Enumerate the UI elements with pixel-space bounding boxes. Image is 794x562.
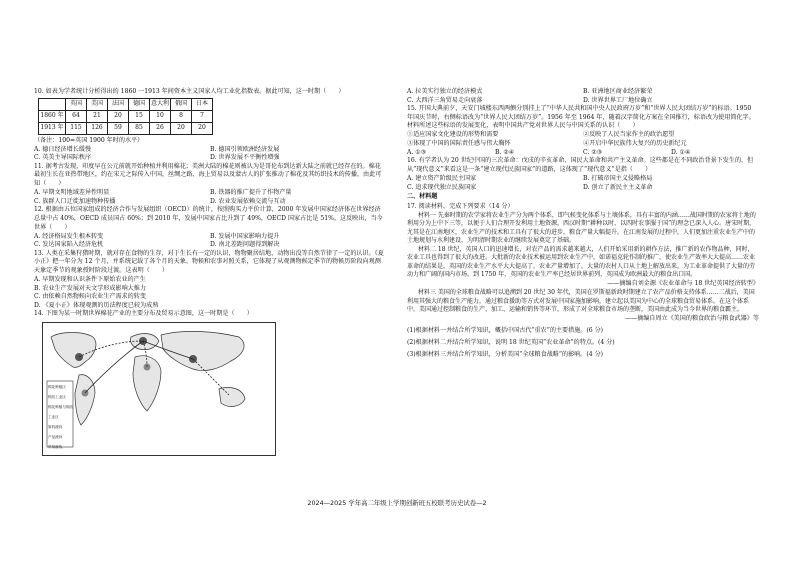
statement-item: ②反映了人民当家作主的政治愿望 — [583, 131, 675, 139]
option-b: B. 打破帝国主义侵略格局 — [583, 174, 653, 182]
legend-item: 贸易航线 — [48, 445, 63, 450]
option-a: A. 早期发现和认识条件下原始农业的产生 — [34, 276, 146, 284]
legend-item: 原料流向 — [48, 425, 63, 430]
q15-options — [407, 149, 759, 158]
option-c: C. 英美主导国际秩序 — [34, 154, 92, 162]
option-d: D. 《夏小正》体现观测的历法程度已较为成熟 — [34, 301, 159, 309]
task-list — [407, 325, 759, 361]
section-title: 二、材料题 — [407, 193, 438, 201]
material-three-source: ——摘编自周立《美国的粮食政治与粮食武器》等 — [624, 314, 759, 322]
q11-options — [34, 189, 386, 206]
material-two: 材料二 18 世纪，英国人口的迅速增长，对农产品的需求越来越大，人们开始采用新的耕作方法，推广新的农作物品种，同时，农业工具也得到了很大的改进。大批新的农业技术被运用到农业生产中，如诺福克轮作制的推广，使农业生产效率大大提高……农业革命的结果是，英国的农业生产水平大大提高了，农业产量增加了，大量的农村人口从土地上解放出来，为工业革命提供了大量的劳动力和广阔的国内市场。到 1750 年，英国的农业生产率已经居世界前列，英国成为欧洲最大的粮食出口国。 — [407, 245, 756, 279]
legend-item: 棉纺工业区 — [48, 395, 66, 400]
legend-item: 产品流向 — [48, 435, 63, 440]
option-c: C. 大西洋三角贸易走向衰落 — [407, 96, 483, 104]
table-row: 1913 年 115 126 59 85 26 20 20 — [39, 122, 213, 134]
q15-stem: 15. 开国大典前夕，天安门城楼东西两侧分别挂上了“中华人民共和国中央人民政府万岁”和“世界人民大团结万岁”的标语。1950 年国庆节时，右侧标语改为“世界人民大团结万岁”。1956 年至 1964 年，随着汉字简化方案在全国推行，标语改为使用简化字。材料所述这些标语的发展变化，表明中国共产党对世界人民与中国关系的认识（ ） — [407, 105, 755, 130]
world-map-graphic — [43, 323, 275, 455]
option-b: B. 农业生产发展对天文学形成影响大推力 — [34, 284, 146, 292]
table-row: 1860 年 64 21 20 15 10 8 7 — [39, 110, 213, 122]
option-c: C. 族群人口迁徙加速物种传播 — [34, 197, 116, 205]
option-c: C. ②③ — [583, 148, 603, 156]
task-item: (3)根据材料三并结合所学知识，分析美国“全球粮食战略”的影响。(4 分) — [407, 350, 604, 358]
legend-item: 棉花种植与棉纺工业区 — [48, 405, 74, 420]
option-a: A. 建立资产阶级民主国家 — [407, 174, 477, 182]
option-c: C. 由依赖自然物候向农业生产需求的转变 — [34, 293, 146, 301]
q13-stem: 13. 人类在采集狩猎时期，就对存在食物的生存，对于生长有一定的认识，物物聚居结地，动物出没等自然节律了一定的认识。《夏小正》把一年分为 12 个月，并系统记载了各个月的天象、物候和农事对照关系，它体现了从观测物候定季节的物候历阶段向观测天象定季节的观象授时阶段过渡。这表明（ ） — [34, 249, 384, 274]
industrialization-table — [38, 98, 213, 135]
q15-items — [407, 131, 759, 148]
statement-item: ①适应国家文化建设的形势和需要 — [407, 131, 499, 139]
option-d: D. ①④ — [671, 148, 691, 156]
option-d: D. 农业发展依赖交流与互动 — [210, 197, 286, 205]
q10-options — [34, 146, 386, 163]
q16-stem: 16. 有学者认为 20 世纪中国的三次革命：戊戌的辛亥革命、国民大革命和共产主义革命。这些都是在不同政治背景下发生的，但从“现代意义”来看这是一条“建立现代民族国家”的道路，这体现了“现代意义”是指（ ） — [407, 157, 754, 173]
material-three: 材料三 美国的全球粮食战略可以追溯到 20 世纪 30 年代，美国在罗斯福新政时期建立了农产品价格支持体系……二战后，美国利用其强大的粮食生产能力，通过粮食援助等方式对发展中国家施加影响，建立起以美国为中心的全球粮食贸易体系。在这个体系中，美国通过控制粮食的生产、加工、运输和销售等环节，形成了对全球粮食市场的垄断，美国由此成为当今世界的粮食霸主。 — [407, 289, 755, 314]
option-a: A. 拉美实行独立的经济模式 — [407, 88, 483, 95]
task-item: (1)根据材料一并结合所学知识，概括中国古代“重农”的主要措施。(6 分) — [407, 326, 604, 334]
cotton-trade-map — [42, 322, 276, 456]
q14-stem: 14. 下图为某一时期世界棉花产业的主要分布及贸易示意图，这一时期是（ ） — [34, 310, 253, 318]
option-d: D. 世界世界工厂地位确立 — [583, 96, 653, 104]
q17-stem: 17. 阅读材料，完成下列要求（14 分） — [407, 202, 514, 210]
statement-item: ③体现了中国的国际责任感与伟大胸怀 — [407, 140, 511, 148]
q10-note: （备注：100=英国 1900 年时的水平） — [34, 136, 144, 144]
option-b: B. 亚洲地区商业经济繁荣 — [583, 88, 653, 95]
option-b: B. 铁器的推广提升了作物产量 — [210, 189, 292, 197]
right-column — [407, 88, 759, 361]
option-d: D. 创立了新民主主义革命 — [583, 183, 653, 191]
option-c: C. 发达国家陷入经济危机 — [34, 241, 104, 249]
q13-options — [34, 276, 386, 310]
table-header-row: 英国 美国 法国 德国 意大利 俄国 日本 — [39, 98, 213, 110]
option-b: B. 发展中国家影响力提升 — [210, 232, 280, 240]
left-column — [34, 88, 386, 456]
q10-stem: 10. 如表为学者统计分析得出的 1860 一1913 年间资本主义国家人均工业化指数表。据此可知，这一时期（ ） — [34, 88, 345, 95]
q16-options — [407, 175, 759, 192]
q12-options — [34, 233, 386, 250]
statement-item: ④开启中华民族伟大复兴的历史新纪元 — [583, 140, 687, 148]
option-a: A. 早期文明地域差异性明显 — [34, 189, 110, 197]
option-c: C. 追求现代独立民族国家 — [407, 183, 477, 191]
option-b: B. 德国引领欧洲经济发展 — [210, 145, 280, 153]
material-two-source: ——摘编自刘金源《农业革命与 18 世纪英国经济转型》 — [607, 279, 759, 287]
legend-item: 棉花种植区 — [48, 385, 66, 390]
option-b: B. ②④ — [495, 148, 515, 156]
option-d: D. 南北差距问题得到解决 — [210, 241, 280, 249]
option-a: A. 德日经济增长缓慢 — [34, 145, 92, 153]
q11-stem: 11. 据考古发现，印度早在公元前就开始种植并利用棉花；美洲大陆的棉花则被认为是哥伦布到达新大陆之前就已经存在的。棉花最初生长在亚热带地区，约在宋元之际传入中国，丝绸之路、海上贸易以及蒙古人的扩张推动了棉花及其纺织技术的传播，由此可知（ ） — [34, 162, 382, 188]
option-a: A. 经济格局发生根本转变 — [34, 232, 104, 240]
page-footer: 2024—2025 学年高二年级上学期创新班五校联考历史试卷—2 — [307, 499, 487, 507]
option-a: A. ①③ — [407, 148, 427, 156]
task-item: (2)根据材料二并结合所学知识，说明 18 世纪英国“农业革命”的特点。(4 分) — [407, 338, 615, 346]
q12-stem: 12. 根据由五位国家组成的经济合作与发展组织（OECD）的统计，按照购买力平价计算，2000 年发展中国家经济体在世界经济总量中占 40%，OECD 成员国占 60%；到 2010 年，发展中国家占比升到了 49%，OECD 国家占比是 51%。这反映出，当今世界（ ） — [34, 206, 383, 231]
material-one: 材料一 先秦时期的农学家将农业生产分为两个体系，即气候变化体系与土壤体系，具有丰富的内涵……战国时期的农家将土地的利用分为上中下三等，以便于人们合理开发利用土地资源，西汉时期“耕种以时，以四时农事服于国”的理念已深入人心。唐宋时期，尤其是在江南地区，农业生产的技术和工具有了很大的进步，粮食产量大幅提升。在江南发展的过程中，人们更加注重农业生产中的土地规划与水利建设，为明清时期农业的继续发展奠定了基础。 — [407, 211, 756, 245]
option-d: D. 世界发展不平衡性增强 — [210, 154, 280, 162]
map-legend — [48, 382, 74, 452]
q14-options — [407, 88, 759, 105]
